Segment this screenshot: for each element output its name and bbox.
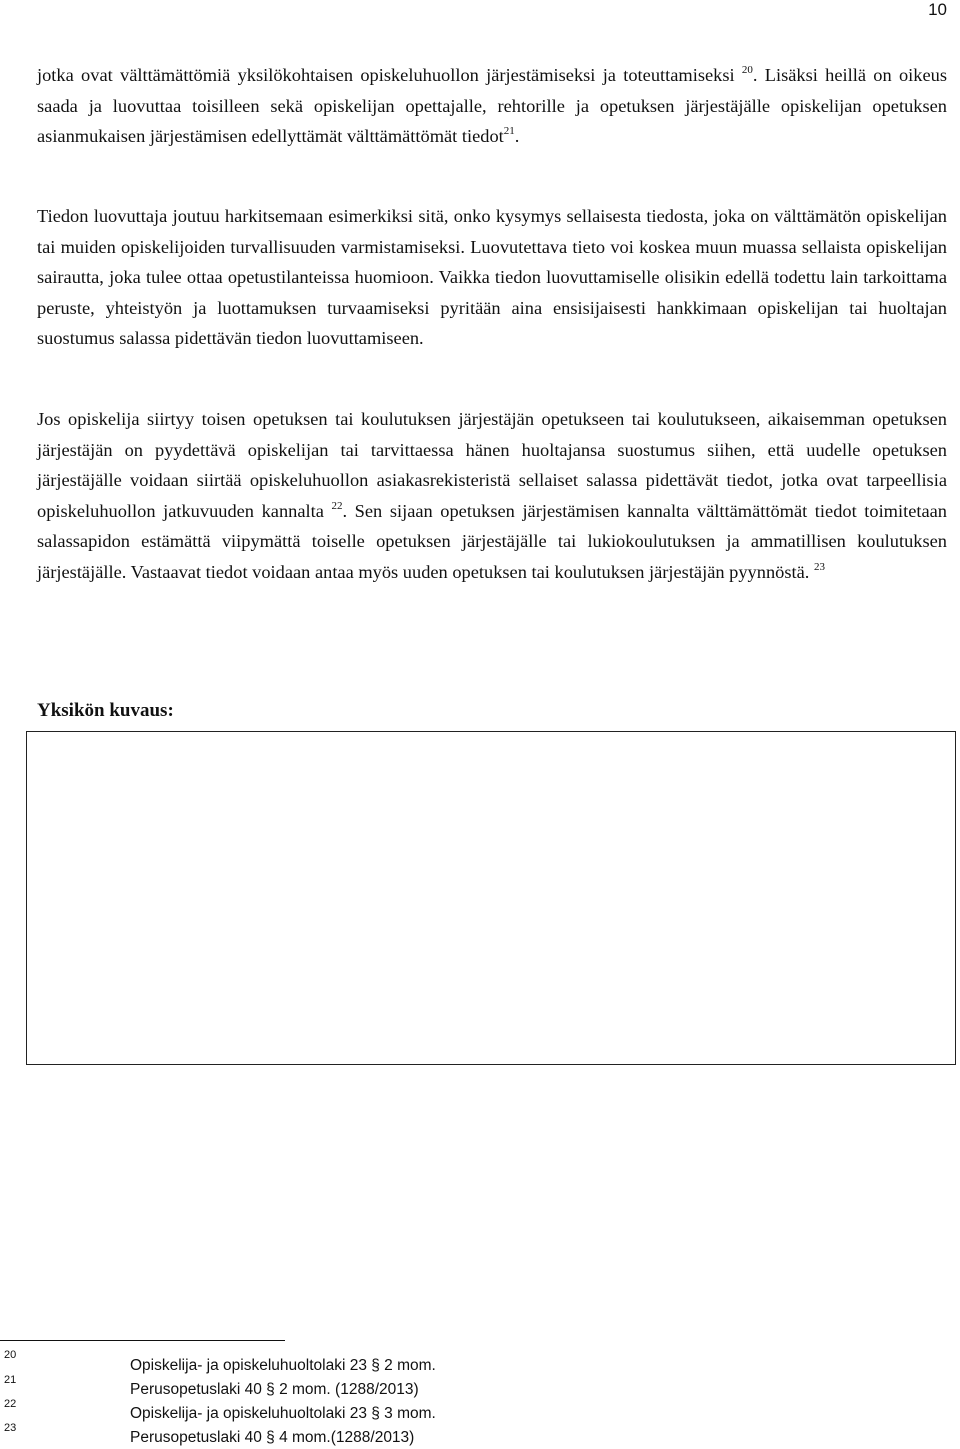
footnote-text: Perusopetuslaki 40 § 2 mom. (1288/2013) [130, 1381, 419, 1398]
footnote-ref-21: 21 [503, 125, 515, 138]
page-number: 10 [928, 0, 947, 19]
paragraph-1-text-b: . Lisäksi heillä on oikeus saada ja luovuttaa toisilleen sekä opiskelijan opettajalle, rehtorille ja opetuksen järjestäjälle opiskelijan opetuksen asianmukaisen järjestämisen edellyttämät välttämättömät tiedot [37, 65, 947, 147]
footnote-ref-23: 23 [813, 560, 825, 573]
footnote-number: 22 [4, 1398, 17, 1410]
footnote-text: Opiskelija- ja opiskeluhuoltolaki 23 § 2 mom. [130, 1357, 436, 1374]
paragraph-1-text-c: . [514, 126, 520, 147]
unit-description-heading: Yksikön kuvaus: [37, 700, 174, 721]
footnote-number: 20 [4, 1349, 17, 1361]
paragraph-1-text-a: jotka ovat välttämättömiä yksilökohtaisen opiskeluhuollon järjestämiseksi ja toteuttamiseksi [37, 65, 742, 85]
paragraph-3-text-a: Jos opiskelija siirtyy toisen opetuksen tai koulutuksen järjestäjän opetukseen tai koulutukseen, aikaisemman opetuksen järjestäjän on pyydettävä opiskelijan tai tarvittaessa hänen huoltajansa suostumus siihen, että uudelle opetuksen järjestäjälle voidaan siirtää opiskeluhuollon asiakasrekisteristä sellaiset salassa pidettävät tiedot, jotka ovat tarpeellisia opiskeluhuollon jatkuvuuden kannalta [37, 409, 947, 521]
paragraph-3-text-b: . Sen sijaan opetuksen järjestämisen kannalta välttämättömät tiedot toimitetaan salassapidon estämättä viipymättä toiselle opetuksen järjestäjälle tai lukiokoulutuksen ja ammatillisen koulutuksen järjestäjälle. Vastaavat tiedot voidaan antaa myös uuden opetuksen tai koulutuksen järjestäjän pyynnöstä. [37, 500, 948, 582]
footnote-text: Opiskelija- ja opiskeluhuoltolaki 23 § 3 mom. [130, 1405, 436, 1422]
paragraph-3 [37, 404, 947, 588]
footnote-ref-22: 22 [331, 499, 343, 512]
footnote-text: Perusopetuslaki 40 § 4 mom.(1288/2013) [130, 1429, 415, 1446]
footnote-number: 23 [4, 1422, 17, 1434]
footnote-ref-20: 20 [741, 63, 753, 76]
unit-description-box[interactable] [26, 731, 956, 1065]
paragraph-1 [37, 60, 947, 152]
paragraph-2: Tiedon luovuttaja joutuu harkitsemaan esimerkiksi sitä, onko kysymys sellaisesta tiedosta, joka on välttämätön opiskelijan tai muiden opiskelijoiden turvallisuuden varmistamiseksi. Luovutettava tieto voi koskea muun muassa sellaista opiskelijan sairautta, joka tulee ottaa opetustilanteissa huomioon. Vaikka tiedon luovuttamiselle olisikin edellä todettu lain tarkoittama peruste, yhteistyön ja luottamuksen turvaamiseksi pyritään aina ensisijaisesti hankkimaan opiskelijan tai huoltajan suostumus salassa pidettävän tiedon luovuttamiseen. [37, 206, 947, 349]
footnote-number: 21 [4, 1374, 17, 1386]
footnote-separator [0, 1340, 285, 1341]
